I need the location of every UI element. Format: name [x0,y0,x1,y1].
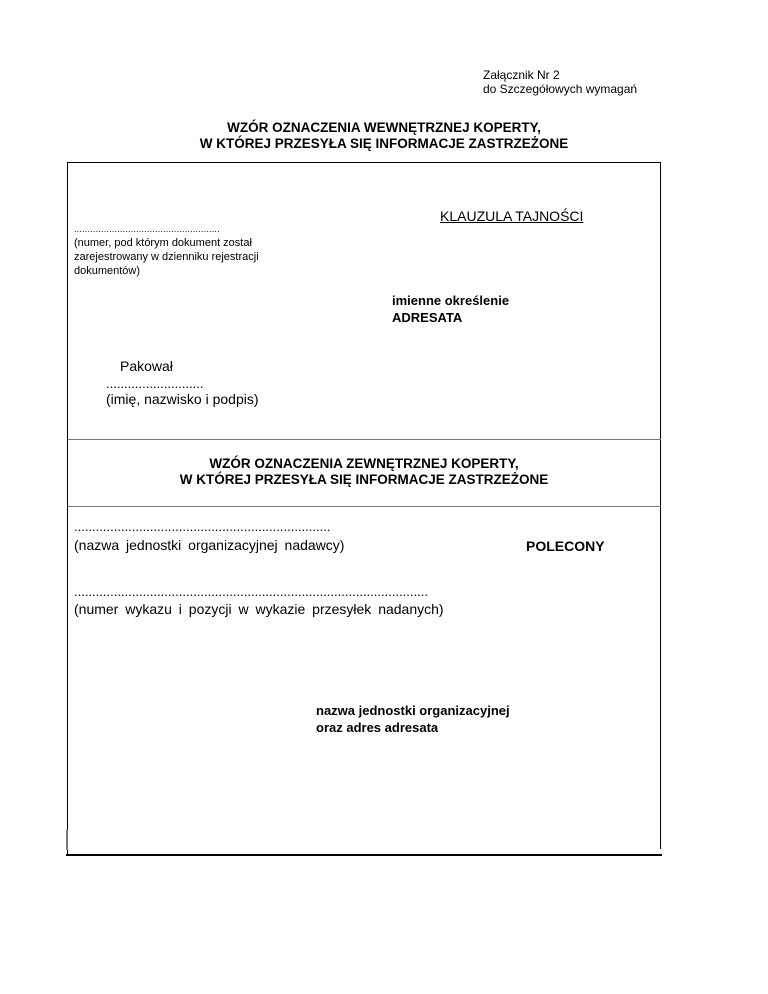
frame-divider-2 [68,506,661,507]
registered-label: POLECONY [526,538,605,554]
document-number-dots: ...................................................... [74,224,220,234]
dispatch-list-note: (numer wykazu i pozycji w wykazie przesyłek nadanych) [74,601,444,617]
document-number-note: (numer, pod którym dokument został zarejestrowany w dzienniku rejestracji dokumentów) [74,237,259,277]
addressee-line2: ADRESATA [392,310,463,325]
addressee-line1: imienne określenie [392,293,510,308]
annex-label [483,68,637,96]
inner-title-line2: W KTÓREJ PRZESYŁA SIĘ INFORMACJE ZASTRZEŻONE [199,136,569,151]
outer-envelope-title [68,456,660,488]
dispatch-list-dots: .................................................................................................. [74,584,428,599]
packed-by-label: Pakował [120,358,173,374]
clause-label: KLAUZULA TAJNOŚCI [440,208,584,224]
frame-top-border [68,162,661,163]
outer-title-line2: W KTÓREJ PRZESYŁA SIĘ INFORMACJE ZASTRZEŻONE [179,472,549,487]
annex-line2: do Szczegółowych wymagań [483,82,638,96]
sender-dots: ....................................................................... [74,519,331,534]
inner-envelope-title [0,120,768,152]
packed-by-dots: ........................... [106,376,204,391]
frame-bottom-border [66,854,662,856]
packed-by-note: (imię, nazwisko i podpis) [106,391,259,407]
frame-divider-1 [68,439,661,440]
frame-left-border [67,162,68,854]
frame-left-border-extension [66,830,68,850]
recipient-address-line1: nazwa jednostki organizacyjnej [316,703,510,718]
recipient-address-line2: oraz adres adresata [316,720,439,735]
inner-title-line1: WZÓR OZNACZENIA WEWNĘTRZNEJ KOPERTY, [227,120,541,135]
addressee-block [392,292,509,326]
recipient-address-block [316,702,510,736]
outer-title-line1: WZÓR OZNACZENIA ZEWNĘTRZNEJ KOPERTY, [209,456,519,471]
sender-note: (nazwa jednostki organizacyjnej nadawcy) [74,537,345,553]
annex-line1: Załącznik Nr 2 [483,68,560,82]
